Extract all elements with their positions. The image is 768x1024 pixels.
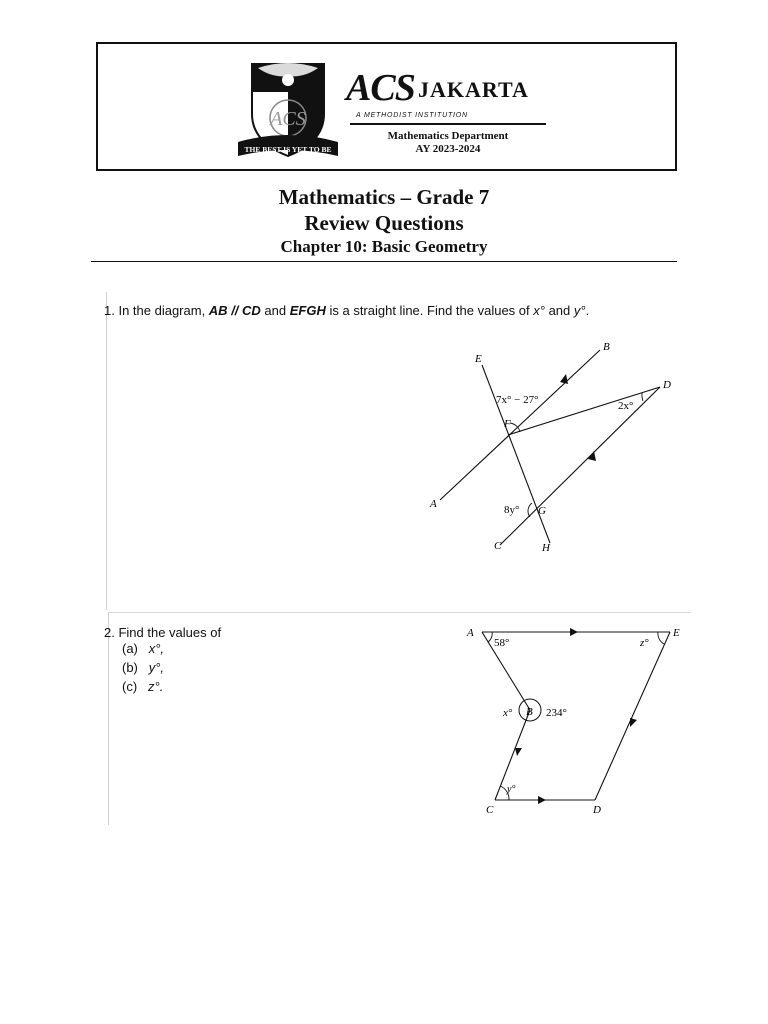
point-H: H [542,542,550,554]
point-C: C [486,804,494,816]
point-A: A [467,627,474,639]
point-F: F [504,418,511,430]
crest-motto: THE BEST IS YET TO BE [244,145,332,154]
angle-8y: 8y° [504,504,520,516]
crest-letters: ACS [270,108,306,130]
department-name: Mathematics Department [387,130,509,142]
point-E: E [475,353,482,365]
point-D: D [593,804,601,816]
question-2-part-b: (b) y°, [122,660,165,675]
angle-58: 58° [494,637,510,649]
angle-2x: 2x° [618,400,634,412]
question-2-text: 2. Find the values of [104,625,222,640]
point-B: B [603,341,610,353]
question-2-diagram [460,620,690,820]
point-C: C [494,540,502,552]
point-G: G [538,505,546,517]
question-2-part-a: (a) x°, [122,641,165,656]
question-2-part-c: (c) z°. [122,679,164,694]
point-A: A [430,498,437,510]
question-1-text: 1. In the diagram, AB // CD and EFGH is a straight line. Find the values of x° and y°. [104,303,590,318]
question-2-number: 2. [104,625,115,640]
point-E: E [673,627,680,639]
angle-234: 234° [546,707,567,719]
logo-mark: ACS [346,67,415,109]
point-D: D [663,379,671,391]
title-divider [91,261,677,262]
logo-subtitle: A METHODIST INSTITUTION [356,112,468,119]
department-info [350,130,546,156]
header-box [96,42,677,171]
angle-7x-27: 7x° − 27° [496,394,539,406]
question-1-number: 1. [104,303,115,318]
angle-z: z° [640,637,649,649]
question-1-diagram [420,335,690,560]
school-crest [238,56,338,166]
logo-city: JAKARTA [418,77,529,102]
angle-y: y° [507,784,516,795]
point-B: B [526,706,533,718]
page-subtitle: Review Questions [304,211,464,235]
logo-rule [350,123,546,125]
page-title: Mathematics – Grade 7 [278,185,490,209]
academic-year: AY 2023-2024 [415,143,481,155]
question-1-frame [106,292,107,610]
angle-x: x° [503,707,513,719]
chapter-title: Chapter 10: Basic Geometry [280,237,488,256]
